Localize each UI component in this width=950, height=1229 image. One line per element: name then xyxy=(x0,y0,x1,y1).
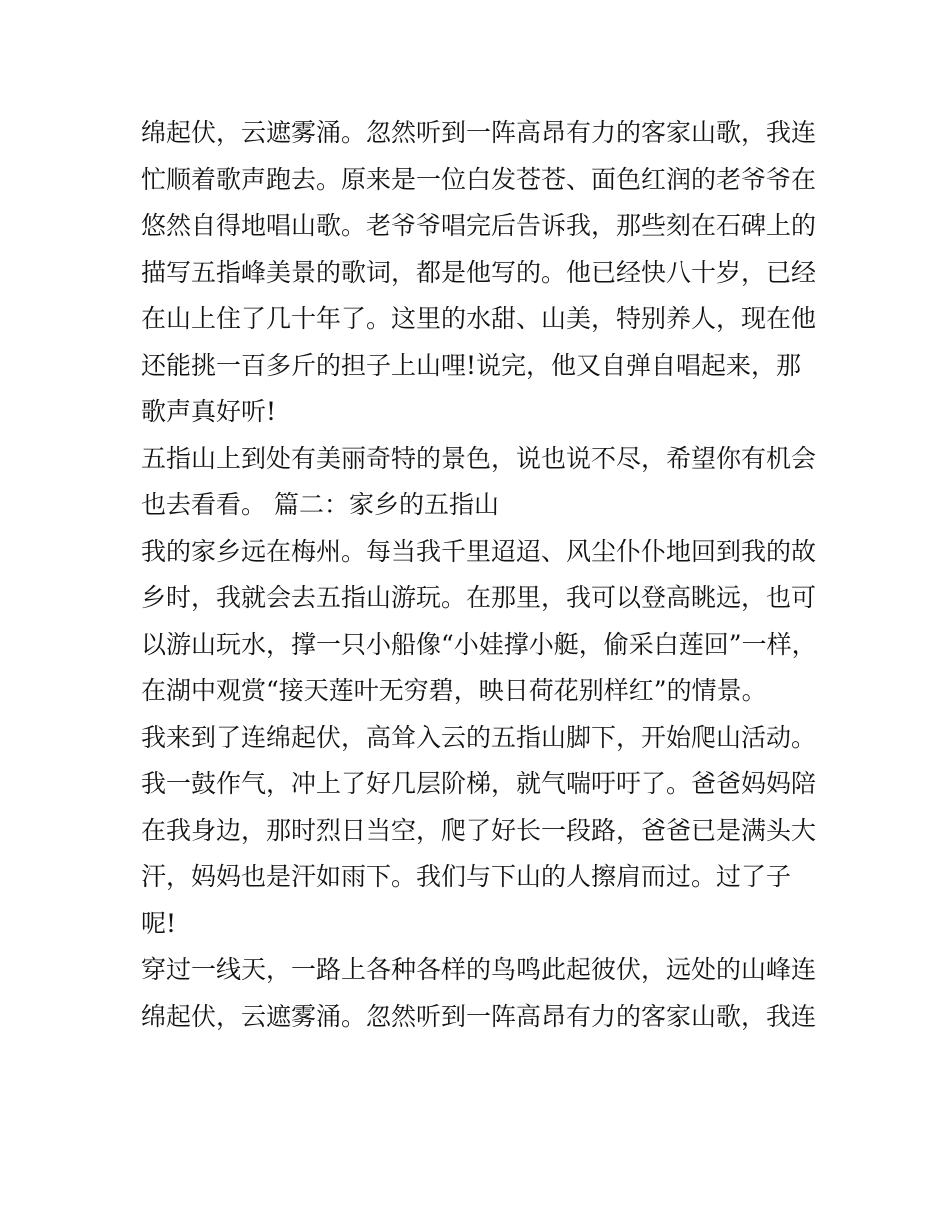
text-line: 呢! xyxy=(141,908,177,938)
text-line: 描写五指峰美景的歌词，都是他写的。他已经快八十岁，已经 xyxy=(141,257,817,287)
text-line: 我的家乡远在梅州。每当我千里迢迢、风尘仆仆地回到我的故 xyxy=(141,536,817,566)
text-line: 汗，妈妈也是汗如雨下。我们与下山的人擦肩而过。过了子 xyxy=(141,862,792,891)
text-line: 在湖中观赏“接天莲叶无穷碧，映日荷花别样红”的情景。 xyxy=(141,676,767,705)
text-line: 在我身边，那时烈日当空，爬了好长一段路，爸爸已是满头大 xyxy=(141,815,817,845)
text-line: 忙顺着歌声跑去。原来是一位白发苍苍、面色红润的老爷爷在 xyxy=(141,164,817,194)
text-line: 乡时，我就会去五指山游玩。在那里，我可以登高眺远，也可 xyxy=(141,583,817,612)
text-line: 绵起伏，云遮雾涌。忽然听到一阵高昂有力的客家山歌，我连 xyxy=(141,118,817,147)
text-line: 以游山玩水，撑一只小船像“小娃撑小艇，偷采白莲回”一样， xyxy=(141,629,817,659)
text-line: 穿过一线天，一路上各种各样的鸟鸣此起彼伏，远处的山峰连 xyxy=(141,955,817,984)
text-line: 在山上住了几十年了。这里的水甜、山美，特别养人，现在他 xyxy=(141,304,817,333)
text-line: 我一鼓作气，冲上了好几层阶梯，就气喘吁吁了。爸爸妈妈陪 xyxy=(141,769,817,798)
text-line: 绵起伏，云遮雾涌。忽然听到一阵高昂有力的客家山歌，我连 xyxy=(141,1001,817,1031)
text-line: 悠然自得地唱山歌。老爷爷唱完后告诉我，那些刻在石碑上的 xyxy=(141,211,817,240)
body-text xyxy=(141,110,821,1040)
text-line: 还能挑一百多斤的担子上山哩!说完，他又自弹自唱起来，那 xyxy=(141,350,802,380)
text-line: 也去看看。 篇二：家乡的五指山 xyxy=(141,490,499,519)
text-line: 我来到了连绵起伏，高耸入云的五指山脚下，开始爬山活动。 xyxy=(141,722,817,752)
text-line: 歌声真好听! xyxy=(141,397,277,426)
text-line: 五指山上到处有美丽奇特的景色，说也说不尽，希望你有机会 xyxy=(141,443,817,473)
